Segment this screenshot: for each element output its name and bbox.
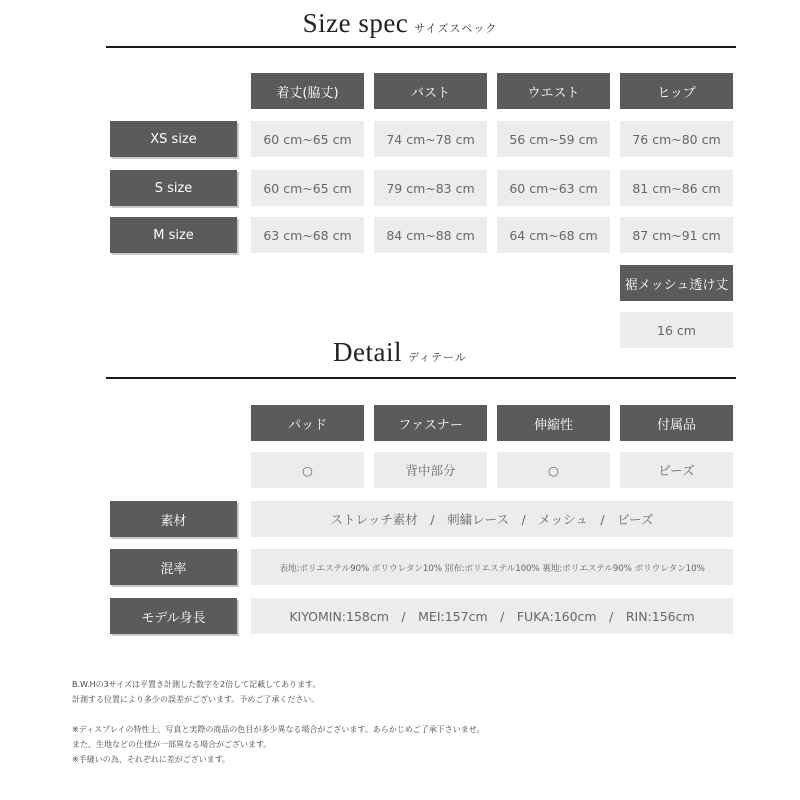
note-line: また、生地などの仕様が一部異なる場合がございます。 <box>72 740 272 749</box>
size-row-label-xs: XS size <box>110 121 237 157</box>
size-cell: 63 cm~68 cm <box>251 217 364 253</box>
detail-divider <box>106 377 736 379</box>
size-cell: 79 cm~83 cm <box>374 170 487 206</box>
size-cell: 56 cm~59 cm <box>497 121 610 157</box>
detail-title <box>0 337 800 368</box>
size-cell: 76 cm~80 cm <box>620 121 733 157</box>
notes-measurement <box>72 677 320 707</box>
size-cell: 60 cm~63 cm <box>497 170 610 206</box>
detail-row-label-model-height: モデル身長 <box>110 598 237 634</box>
size-col-length: 着丈(脇丈) <box>251 73 364 109</box>
size-col-bust: バスト <box>374 73 487 109</box>
detail-cell-blend: 表地:ポリエステル90% ポリウレタン10% 別布:ポリエステル100% 裏地:ポリエステル90% ポリウレタン10% <box>251 549 733 585</box>
size-row-label-s: S size <box>110 170 237 206</box>
size-cell: 64 cm~68 cm <box>497 217 610 253</box>
size-cell: 60 cm~65 cm <box>251 121 364 157</box>
detail-col-accessory: 付属品 <box>620 405 733 441</box>
size-col-waist: ウエスト <box>497 73 610 109</box>
note-line: ※手縫いの為、それぞれに差がございます。 <box>72 755 231 764</box>
size-cell: 60 cm~65 cm <box>251 170 364 206</box>
note-line: 計測する位置により多少の誤差がございます。予めご了承ください。 <box>72 695 320 704</box>
size-cell: 84 cm~88 cm <box>374 217 487 253</box>
detail-col-zipper: ファスナー <box>374 405 487 441</box>
detail-cell-material: ストレッチ素材 / 刺繍レース / メッシュ / ビーズ <box>251 501 733 537</box>
size-col-hip: ヒップ <box>620 73 733 109</box>
detail-cell-model-height: KIYOMIN:158cm / MEI:157cm / FUKA:160cm / RIN:156cm <box>251 598 733 634</box>
detail-cell-pad: ○ <box>251 452 364 488</box>
size-col-hem-mesh: 裾メッシュ透け丈 <box>620 265 733 301</box>
detail-row-label-blend: 混率 <box>110 549 237 585</box>
notes-disclaimer <box>72 722 484 767</box>
note-line: B.W.Hの3サイズは平置き計測した数字を2倍して記載してあります。 <box>72 680 321 689</box>
size-cell: 74 cm~78 cm <box>374 121 487 157</box>
detail-col-stretch: 伸縮性 <box>497 405 610 441</box>
note-line: ※ディスプレイの特性上、写真と実際の商品の色目が多少異なる場合がございます。あらかじめご了承下さいませ。 <box>72 725 485 734</box>
size-cell: 81 cm~86 cm <box>620 170 733 206</box>
detail-title-en: Detail <box>333 337 403 367</box>
size-cell: 87 cm~91 cm <box>620 217 733 253</box>
size-spec-divider <box>106 46 736 48</box>
detail-cell-accessory: ビーズ <box>620 452 733 488</box>
size-spec-title-jp: サイズスペック <box>414 22 498 35</box>
size-spec-title <box>0 8 800 39</box>
detail-cell-zipper: 背中部分 <box>374 452 487 488</box>
size-spec-title-en: Size spec <box>302 8 409 38</box>
detail-row-label-material: 素材 <box>110 501 237 537</box>
detail-cell-stretch: ○ <box>497 452 610 488</box>
size-row-label-m: M size <box>110 217 237 253</box>
size-cell-hem-mesh: 16 cm <box>620 312 733 348</box>
detail-title-jp: ディテール <box>408 351 467 364</box>
detail-col-pad: パッド <box>251 405 364 441</box>
